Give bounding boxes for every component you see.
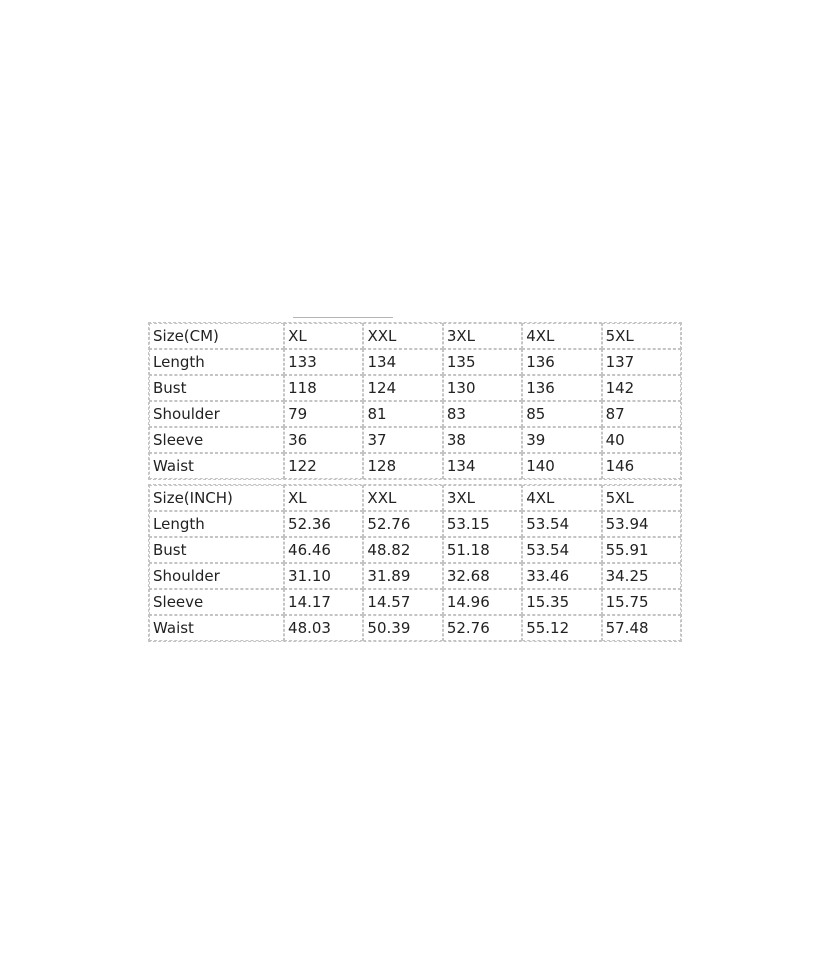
- table-cell: XXL: [363, 485, 442, 511]
- table-cell: 85: [522, 401, 601, 427]
- table-cell: 134: [443, 453, 522, 479]
- table-cell: XL: [284, 323, 363, 349]
- row-label-cell: Shoulder: [149, 401, 284, 427]
- table-cell: 124: [363, 375, 442, 401]
- table-row: [149, 427, 681, 453]
- table-header-row: [149, 323, 681, 349]
- table-cell: 122: [284, 453, 363, 479]
- table-cell: 81: [363, 401, 442, 427]
- table-cell: 135: [443, 349, 522, 375]
- table-row: [149, 615, 681, 641]
- table-cell: 87: [602, 401, 681, 427]
- table-cell: 36: [284, 427, 363, 453]
- table-cell: 52.76: [363, 511, 442, 537]
- size-chart-cm-table: [148, 322, 682, 480]
- row-label-cell: Size(CM): [149, 323, 284, 349]
- table-cell: 136: [522, 349, 601, 375]
- row-label-cell: Length: [149, 349, 284, 375]
- table-cell: 79: [284, 401, 363, 427]
- table-cell: 39: [522, 427, 601, 453]
- row-label-cell: Waist: [149, 453, 284, 479]
- row-label-cell: Length: [149, 511, 284, 537]
- table-cell: 31.89: [363, 563, 442, 589]
- table-cell: 83: [443, 401, 522, 427]
- table-cell: 32.68: [443, 563, 522, 589]
- table-cell: 137: [602, 349, 681, 375]
- table-cell: 38: [443, 427, 522, 453]
- table-cell: 5XL: [602, 485, 681, 511]
- table-cell: 33.46: [522, 563, 601, 589]
- table-cell: 57.48: [602, 615, 681, 641]
- decorative-rule: [293, 317, 393, 318]
- table-cell: 14.96: [443, 589, 522, 615]
- table-row: [149, 537, 681, 563]
- table-cell: 4XL: [522, 323, 601, 349]
- table-cell: 55.12: [522, 615, 601, 641]
- table-cell: 130: [443, 375, 522, 401]
- table-cell: 14.17: [284, 589, 363, 615]
- table-cell: 3XL: [443, 485, 522, 511]
- table-cell: 48.03: [284, 615, 363, 641]
- table-cell: 5XL: [602, 323, 681, 349]
- table-cell: 34.25: [602, 563, 681, 589]
- table-cell: 133: [284, 349, 363, 375]
- table-cell: 50.39: [363, 615, 442, 641]
- table-cell: 118: [284, 375, 363, 401]
- table-cell: 136: [522, 375, 601, 401]
- row-label-cell: Sleeve: [149, 427, 284, 453]
- row-label-cell: Waist: [149, 615, 284, 641]
- table-cell: 48.82: [363, 537, 442, 563]
- table-cell: 146: [602, 453, 681, 479]
- table-cell: 52.76: [443, 615, 522, 641]
- table-cell: 140: [522, 453, 601, 479]
- row-label-cell: Size(INCH): [149, 485, 284, 511]
- table-cell: 51.18: [443, 537, 522, 563]
- table-cell: 37: [363, 427, 442, 453]
- table-header-row: [149, 485, 681, 511]
- table-row: [149, 589, 681, 615]
- table-row: [149, 453, 681, 479]
- table-cell: 53.54: [522, 511, 601, 537]
- table-cell: 128: [363, 453, 442, 479]
- table-row: [149, 375, 681, 401]
- table-row: [149, 401, 681, 427]
- table-cell: 14.57: [363, 589, 442, 615]
- table-cell: 15.35: [522, 589, 601, 615]
- row-label-cell: Bust: [149, 537, 284, 563]
- table-cell: 55.91: [602, 537, 681, 563]
- table-cell: 15.75: [602, 589, 681, 615]
- table-cell: 52.36: [284, 511, 363, 537]
- size-chart-inch-table: [148, 484, 682, 642]
- table-cell: 31.10: [284, 563, 363, 589]
- table-cell: 53.15: [443, 511, 522, 537]
- table-cell: 4XL: [522, 485, 601, 511]
- table-cell: XXL: [363, 323, 442, 349]
- table-cell: 3XL: [443, 323, 522, 349]
- table-cell: 142: [602, 375, 681, 401]
- table-cell: 46.46: [284, 537, 363, 563]
- row-label-cell: Shoulder: [149, 563, 284, 589]
- table-cell: 53.54: [522, 537, 601, 563]
- table-row: [149, 349, 681, 375]
- table-cell: 40: [602, 427, 681, 453]
- table-cell: XL: [284, 485, 363, 511]
- row-label-cell: Sleeve: [149, 589, 284, 615]
- table-cell: 53.94: [602, 511, 681, 537]
- table-row: [149, 511, 681, 537]
- table-row: [149, 563, 681, 589]
- row-label-cell: Bust: [149, 375, 284, 401]
- table-cell: 134: [363, 349, 442, 375]
